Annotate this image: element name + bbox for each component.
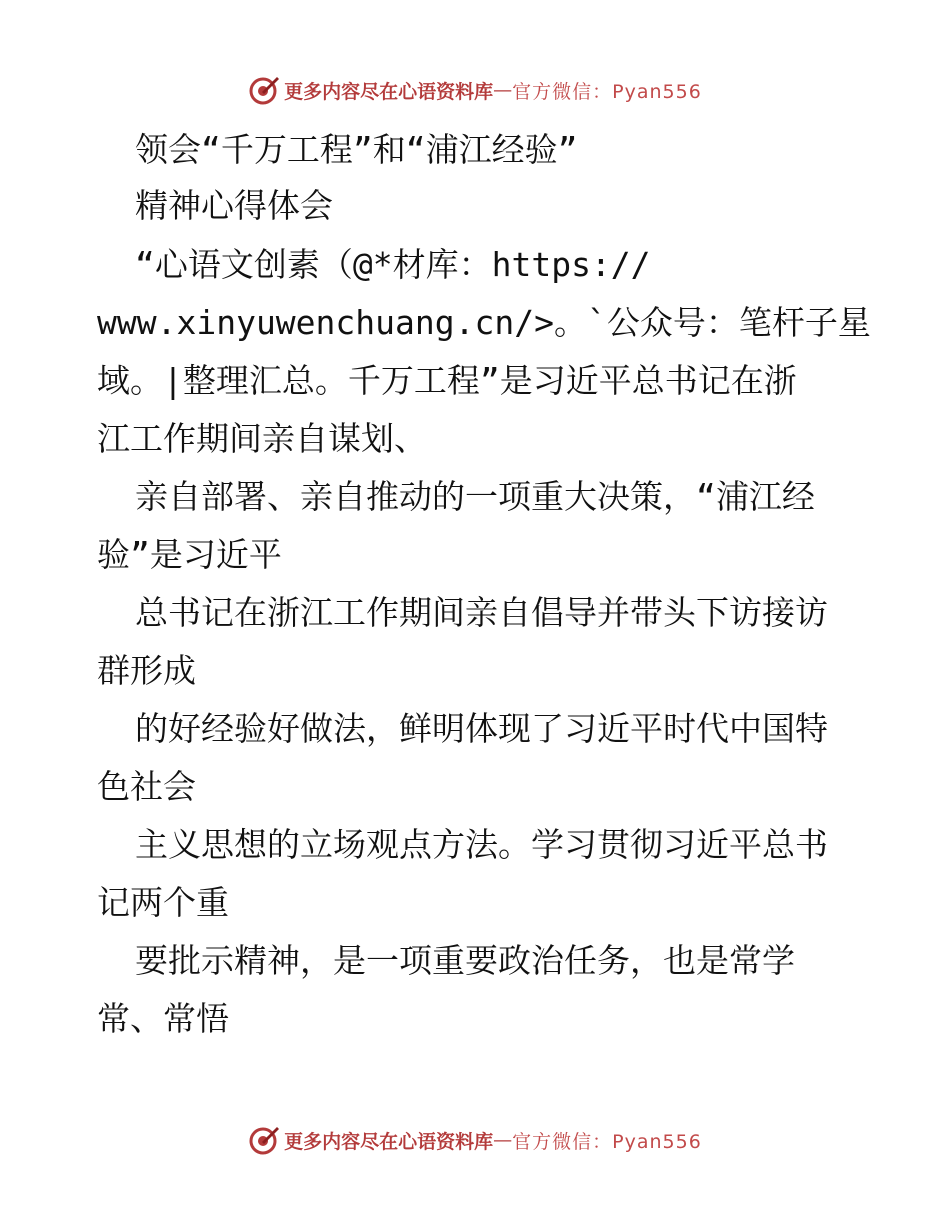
paragraph-line: 江工作期间亲自谋划、	[97, 419, 427, 458]
paragraph-line: 群形成	[97, 651, 196, 690]
title-line-1: 领会“千万工程”和“浦江经验”	[135, 130, 578, 169]
header-banner	[0, 70, 950, 110]
banner-title: 更多内容尽在心语资料库	[284, 1130, 494, 1153]
paragraph-line: 总书记在浙江工作期间亲自倡导并带头下访接访	[135, 593, 828, 632]
paragraph-line: 的好经验好做法，鲜明体现了习近平时代中国特	[135, 709, 828, 748]
banner-separator: —	[493, 1129, 513, 1151]
paragraph-line: 色社会	[97, 767, 196, 806]
pen-logo-icon	[248, 1124, 280, 1156]
paragraph-line: 要批示精神，是一项重要政治任务，也是常学	[135, 941, 795, 980]
paragraph-line: 验”是习近平	[97, 535, 282, 574]
pen-logo-icon	[248, 74, 280, 106]
paragraph-line: 主义思想的立场观点方法。学习贯彻习近平总书	[135, 825, 828, 864]
footer-banner	[0, 1120, 950, 1160]
title-line-2: 精神心得体会	[135, 186, 333, 225]
banner-wechat: 官方微信：Pyan556	[512, 80, 702, 103]
banner-title: 更多内容尽在心语资料库	[284, 80, 494, 103]
paragraph-line: “心语文创素（@*材库：https://	[135, 245, 651, 284]
paragraph-line: 记两个重	[97, 883, 229, 922]
paragraph-line: 域。|整理汇总。千万工程”是习近平总书记在浙	[97, 361, 797, 400]
paragraph-line: www.xinyuwenchuang.cn/>。`公众号：笔杆子星	[97, 303, 871, 342]
banner-wechat: 官方微信：Pyan556	[512, 1130, 702, 1153]
paragraph-line: 亲自部署、亲自推动的一项重大决策，“浦江经	[135, 477, 815, 516]
banner-separator: —	[493, 79, 513, 101]
paragraph-line: 常、常悟	[97, 999, 229, 1038]
